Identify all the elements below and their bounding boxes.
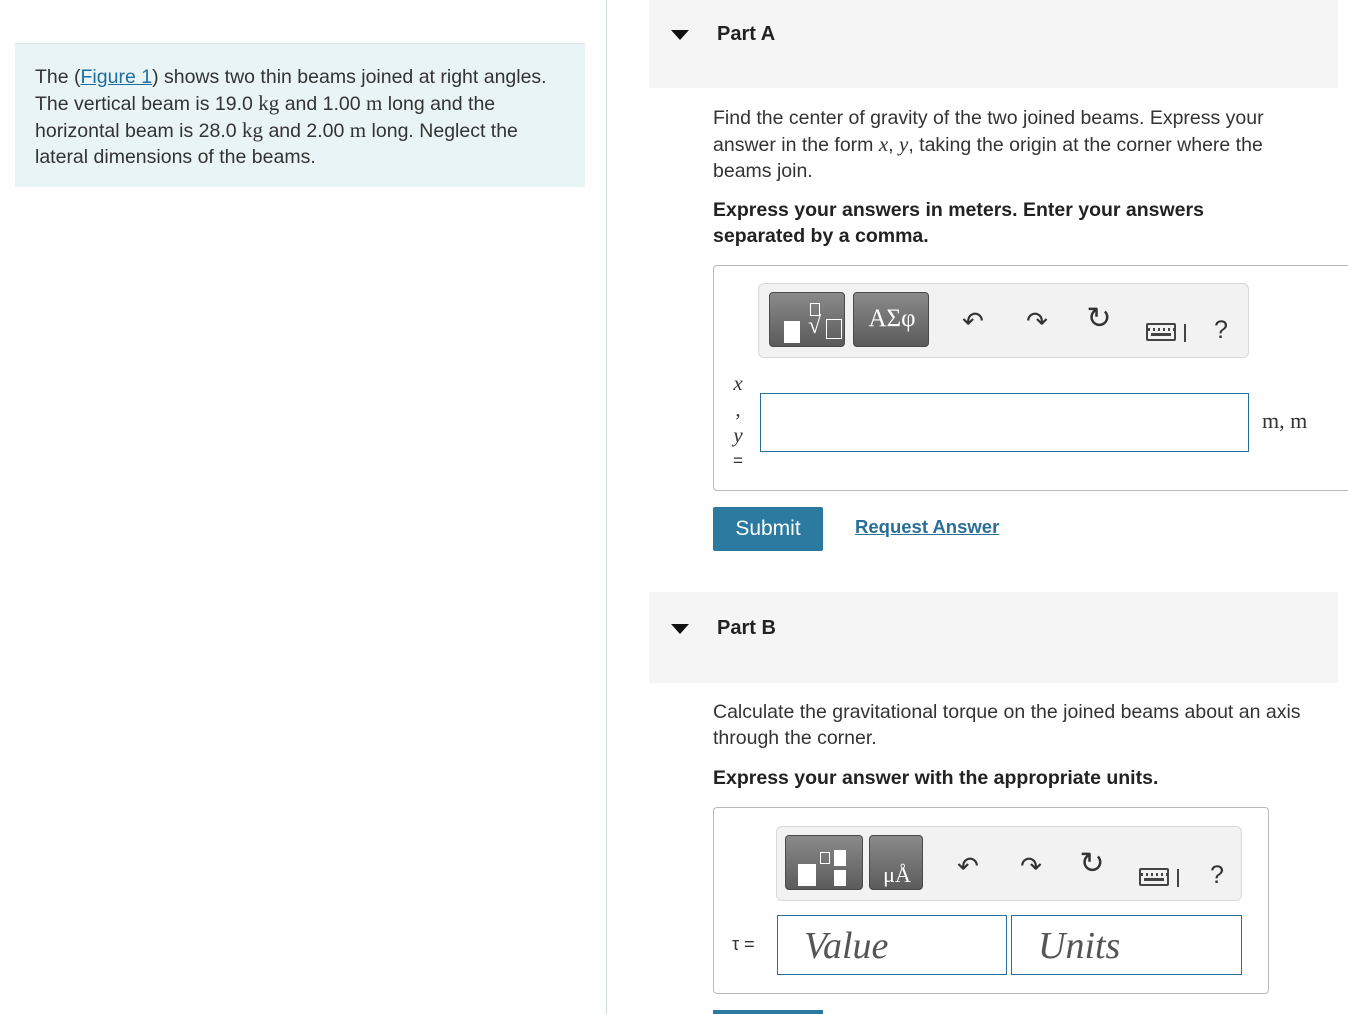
- help-icon[interactable]: ?: [1210, 861, 1224, 889]
- templates-icon-bar2: [834, 870, 846, 886]
- answer-variable-label: [726, 370, 750, 474]
- units-icon: μÅ: [883, 862, 911, 887]
- torque-variable-label: τ =: [732, 934, 755, 954]
- part-a-question: [713, 105, 1313, 184]
- intro-text-part: and 1.00: [279, 93, 367, 115]
- templates-icon-box-small: [810, 303, 820, 316]
- templates-icon-detail: √: [808, 313, 822, 339]
- question-text: ,: [888, 134, 899, 156]
- intro-text-part: long. Neglect the lateral dimensions of the beams.: [35, 120, 518, 168]
- part-b-header[interactable]: [649, 592, 1338, 683]
- intro-text-part: and 2.00: [263, 120, 350, 142]
- math-toolbar: [758, 283, 1249, 358]
- templates-icon-box: [826, 319, 842, 339]
- var-comma: ,: [735, 397, 741, 421]
- math-var-y: y: [899, 132, 909, 156]
- templates-icon-box: [820, 852, 830, 864]
- part-a-instruction: Express your answers in meters. Enter your answers separated by a comma.: [713, 199, 1204, 247]
- templates-icon-bar: [834, 850, 846, 866]
- expand-caret-icon[interactable]: [671, 30, 689, 40]
- unit-kg: kg: [242, 118, 264, 142]
- keyboard-cursor-icon: [1184, 324, 1186, 342]
- keyboard-icon[interactable]: [1146, 323, 1176, 341]
- reset-icon[interactable]: ↻: [1079, 847, 1105, 880]
- answer-input[interactable]: [760, 393, 1249, 452]
- figure-link[interactable]: Figure 1: [80, 66, 153, 88]
- question-text: , taking the origin at the corner where the beams join.: [713, 134, 1263, 182]
- unit-m: m: [349, 118, 367, 142]
- submit-button[interactable]: Submit: [713, 507, 823, 551]
- column-divider: [606, 0, 607, 1014]
- units-placeholder: Units: [1038, 925, 1121, 967]
- submit-button-partial[interactable]: [713, 1010, 823, 1014]
- intro-text-part: long and the horizontal beam is 28.0: [35, 93, 496, 142]
- undo-icon[interactable]: ↶: [957, 851, 979, 881]
- templates-icon: [798, 864, 816, 886]
- reset-icon[interactable]: ↻: [1086, 302, 1112, 335]
- problem-intro-panel: [15, 43, 585, 187]
- redo-icon[interactable]: ↷: [1026, 306, 1048, 336]
- intro-text-part: ) shows two thin beams joined at right angles. The vertical beam is 19.0: [35, 66, 547, 115]
- greek-symbols-button[interactable]: [853, 292, 929, 347]
- intro-text-part: The (: [35, 66, 81, 88]
- part-b-question: Calculate the gravitational torque on the joined beams about an axis through the corner.: [713, 701, 1301, 749]
- question-text: Find the center of gravity of the two joined beams. Express your answer in the form: [713, 107, 1264, 156]
- unit-kg: kg: [258, 91, 280, 115]
- greek-symbols-icon: ΑΣφ: [868, 305, 916, 332]
- var-x: x: [733, 371, 743, 395]
- expand-caret-icon[interactable]: [671, 624, 689, 634]
- answer-units: m, m: [1262, 408, 1308, 433]
- value-placeholder: Value: [804, 925, 889, 967]
- request-answer-link[interactable]: Request Answer: [855, 516, 1000, 537]
- templates-icon: [784, 321, 800, 343]
- math-var-x: x: [878, 132, 889, 156]
- keyboard-icon[interactable]: [1139, 868, 1169, 886]
- redo-icon[interactable]: ↷: [1020, 851, 1042, 881]
- part-a-header[interactable]: [649, 0, 1338, 88]
- part-a-answer-box: [713, 265, 1348, 491]
- undo-icon[interactable]: ↶: [962, 306, 984, 336]
- part-b-instruction: Express your answer with the appropriate units.: [713, 767, 1159, 789]
- problem-intro-text: [35, 64, 555, 170]
- var-equals: =: [733, 451, 743, 470]
- part-a-title: Part A: [717, 23, 776, 45]
- keyboard-cursor-icon: [1177, 869, 1179, 887]
- help-icon[interactable]: ?: [1214, 316, 1228, 344]
- units-input[interactable]: [1011, 915, 1242, 975]
- part-b-answer-box: [713, 807, 1269, 994]
- var-y: y: [733, 423, 743, 447]
- templates-button[interactable]: [785, 835, 863, 890]
- math-toolbar: [776, 826, 1242, 901]
- units-button[interactable]: [869, 835, 923, 890]
- unit-m: m: [366, 91, 383, 115]
- part-b-title: Part B: [717, 617, 776, 639]
- value-input[interactable]: [777, 915, 1007, 975]
- templates-button[interactable]: [769, 292, 845, 347]
